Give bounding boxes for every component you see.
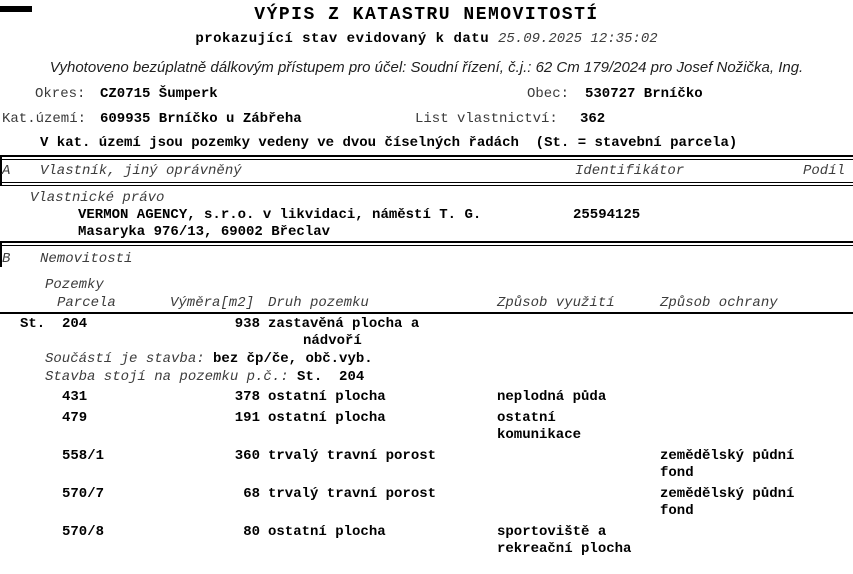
- section-b-letter: B: [2, 251, 11, 267]
- column-zpusob-vyuziti: Způsob využití: [497, 295, 615, 311]
- table-row-druh: trvalý travní porost: [268, 448, 437, 464]
- table-row-druh: zastavěná plocha a: [268, 316, 420, 332]
- list-vlastnictvi-value: 362: [580, 111, 606, 127]
- parcel-series-note: V kat. území jsou pozemky vedeny ve dvou číselných řadách (St. = stavební parcela): [40, 135, 738, 151]
- table-row-vyuziti: ostatní: [497, 410, 556, 426]
- document-title: VÝPIS Z KATASTRU NEMOVITOSTÍ: [254, 5, 599, 25]
- purpose-line: Vyhotoveno bezúplatně dálkovým přístupem pro účel: Soudní řízení, č.j.: 62 Cm 179/2024 pro Josef Nožička, Ing.: [49, 59, 804, 76]
- column-vymera: Výměra[m2]: [170, 295, 255, 311]
- section-a-rule-mid: [0, 182, 853, 183]
- table-row-vyuziti: neplodná půda: [497, 389, 607, 405]
- column-identifikator: Identifikátor: [575, 163, 685, 179]
- table-row-parcela: St. 204: [20, 316, 88, 332]
- table-row-druh: trvalý travní porost: [268, 486, 437, 502]
- katuzemi-value: 609935 Brníčko u Zábřeha: [100, 111, 302, 127]
- column-zpusob-ochrany: Způsob ochrany: [660, 295, 778, 311]
- building-note-value: bez čp/če, obč.vyb.: [213, 351, 373, 367]
- building-parcel-note: [45, 369, 364, 386]
- table-row-ochrana-wrap: fond: [660, 465, 694, 481]
- building-note: [45, 351, 373, 368]
- table-row-parcela: 558/1: [20, 448, 105, 464]
- table-row-druh-wrap: nádvoří: [303, 333, 362, 349]
- owner-name-line1: VERMON AGENCY, s.r.o. v likvidaci, náměstí T. G.: [78, 207, 482, 223]
- table-row-druh: ostatní plocha: [268, 389, 386, 405]
- table-row-ochrana: zemědělský půdní: [660, 448, 795, 464]
- table-row-vymera: 68: [243, 486, 260, 502]
- katuzemi-label: Kat.území:: [2, 111, 87, 127]
- table-row-vymera: 378: [234, 389, 260, 405]
- section-a-rule-top2: [0, 159, 853, 160]
- list-vlastnictvi-label: List vlastnictví:: [415, 111, 558, 127]
- section-a-rule-top: [0, 155, 853, 157]
- table-row-vymera: 938: [234, 316, 260, 332]
- document-subtitle: [0, 31, 853, 48]
- table-row-druh: ostatní plocha: [268, 524, 386, 540]
- table-header-rule: [0, 312, 853, 314]
- building-parcel-note-label: Stavba stojí na pozemku p.č.:: [45, 369, 298, 385]
- section-b-rule-top2: [0, 245, 853, 246]
- section-b-rule-top: [0, 241, 853, 243]
- section-b-title: Nemovitosti: [40, 251, 133, 267]
- table-row-vyuziti-wrap: rekreační plocha: [497, 541, 632, 557]
- okres-label: Okres:: [35, 86, 86, 102]
- table-row-vymera: 191: [234, 410, 260, 426]
- table-row-druh: ostatní plocha: [268, 410, 386, 426]
- table-row-vyuziti: sportoviště a: [497, 524, 607, 540]
- section-a-title: Vlastník, jiný oprávněný: [40, 163, 242, 179]
- pozemky-group-title: Pozemky: [45, 277, 104, 293]
- obec-label: Obec:: [527, 86, 570, 102]
- column-druh-pozemku: Druh pozemku: [268, 295, 369, 311]
- obec-value: 530727 Brníčko: [585, 86, 703, 102]
- table-row-parcela: 570/8: [20, 524, 105, 540]
- table-row-parcela: 431: [20, 389, 88, 405]
- table-row-parcela: 570/7: [20, 486, 105, 502]
- building-parcel-note-value: St. 204: [297, 369, 365, 385]
- table-row-ochrana-wrap: fond: [660, 503, 694, 519]
- subtitle-prefix: prokazující stav evidovaný k datu: [195, 31, 498, 47]
- owner-name-line2: Masaryka 976/13, 69002 Břeclav: [78, 224, 331, 240]
- table-row-parcela: 479: [20, 410, 88, 426]
- building-note-label: Součástí je stavba:: [45, 351, 214, 367]
- table-row-ochrana: zemědělský půdní: [660, 486, 795, 502]
- section-a-rule-mid2: [0, 185, 853, 186]
- owner-identifier: 25594125: [573, 207, 641, 223]
- column-podil: Podíl: [802, 163, 845, 179]
- okres-value: CZ0715 Šumperk: [100, 86, 218, 102]
- table-row-vymera: 360: [234, 448, 260, 464]
- section-a-letter: A: [2, 163, 11, 179]
- table-row-vyuziti-wrap: komunikace: [497, 427, 582, 443]
- table-row-vymera: 80: [243, 524, 260, 540]
- status-date: 25.09.2025 12:35:02: [498, 31, 658, 47]
- ownership-right-type: Vlastnické právo: [30, 190, 165, 206]
- column-parcela: Parcela: [57, 295, 116, 311]
